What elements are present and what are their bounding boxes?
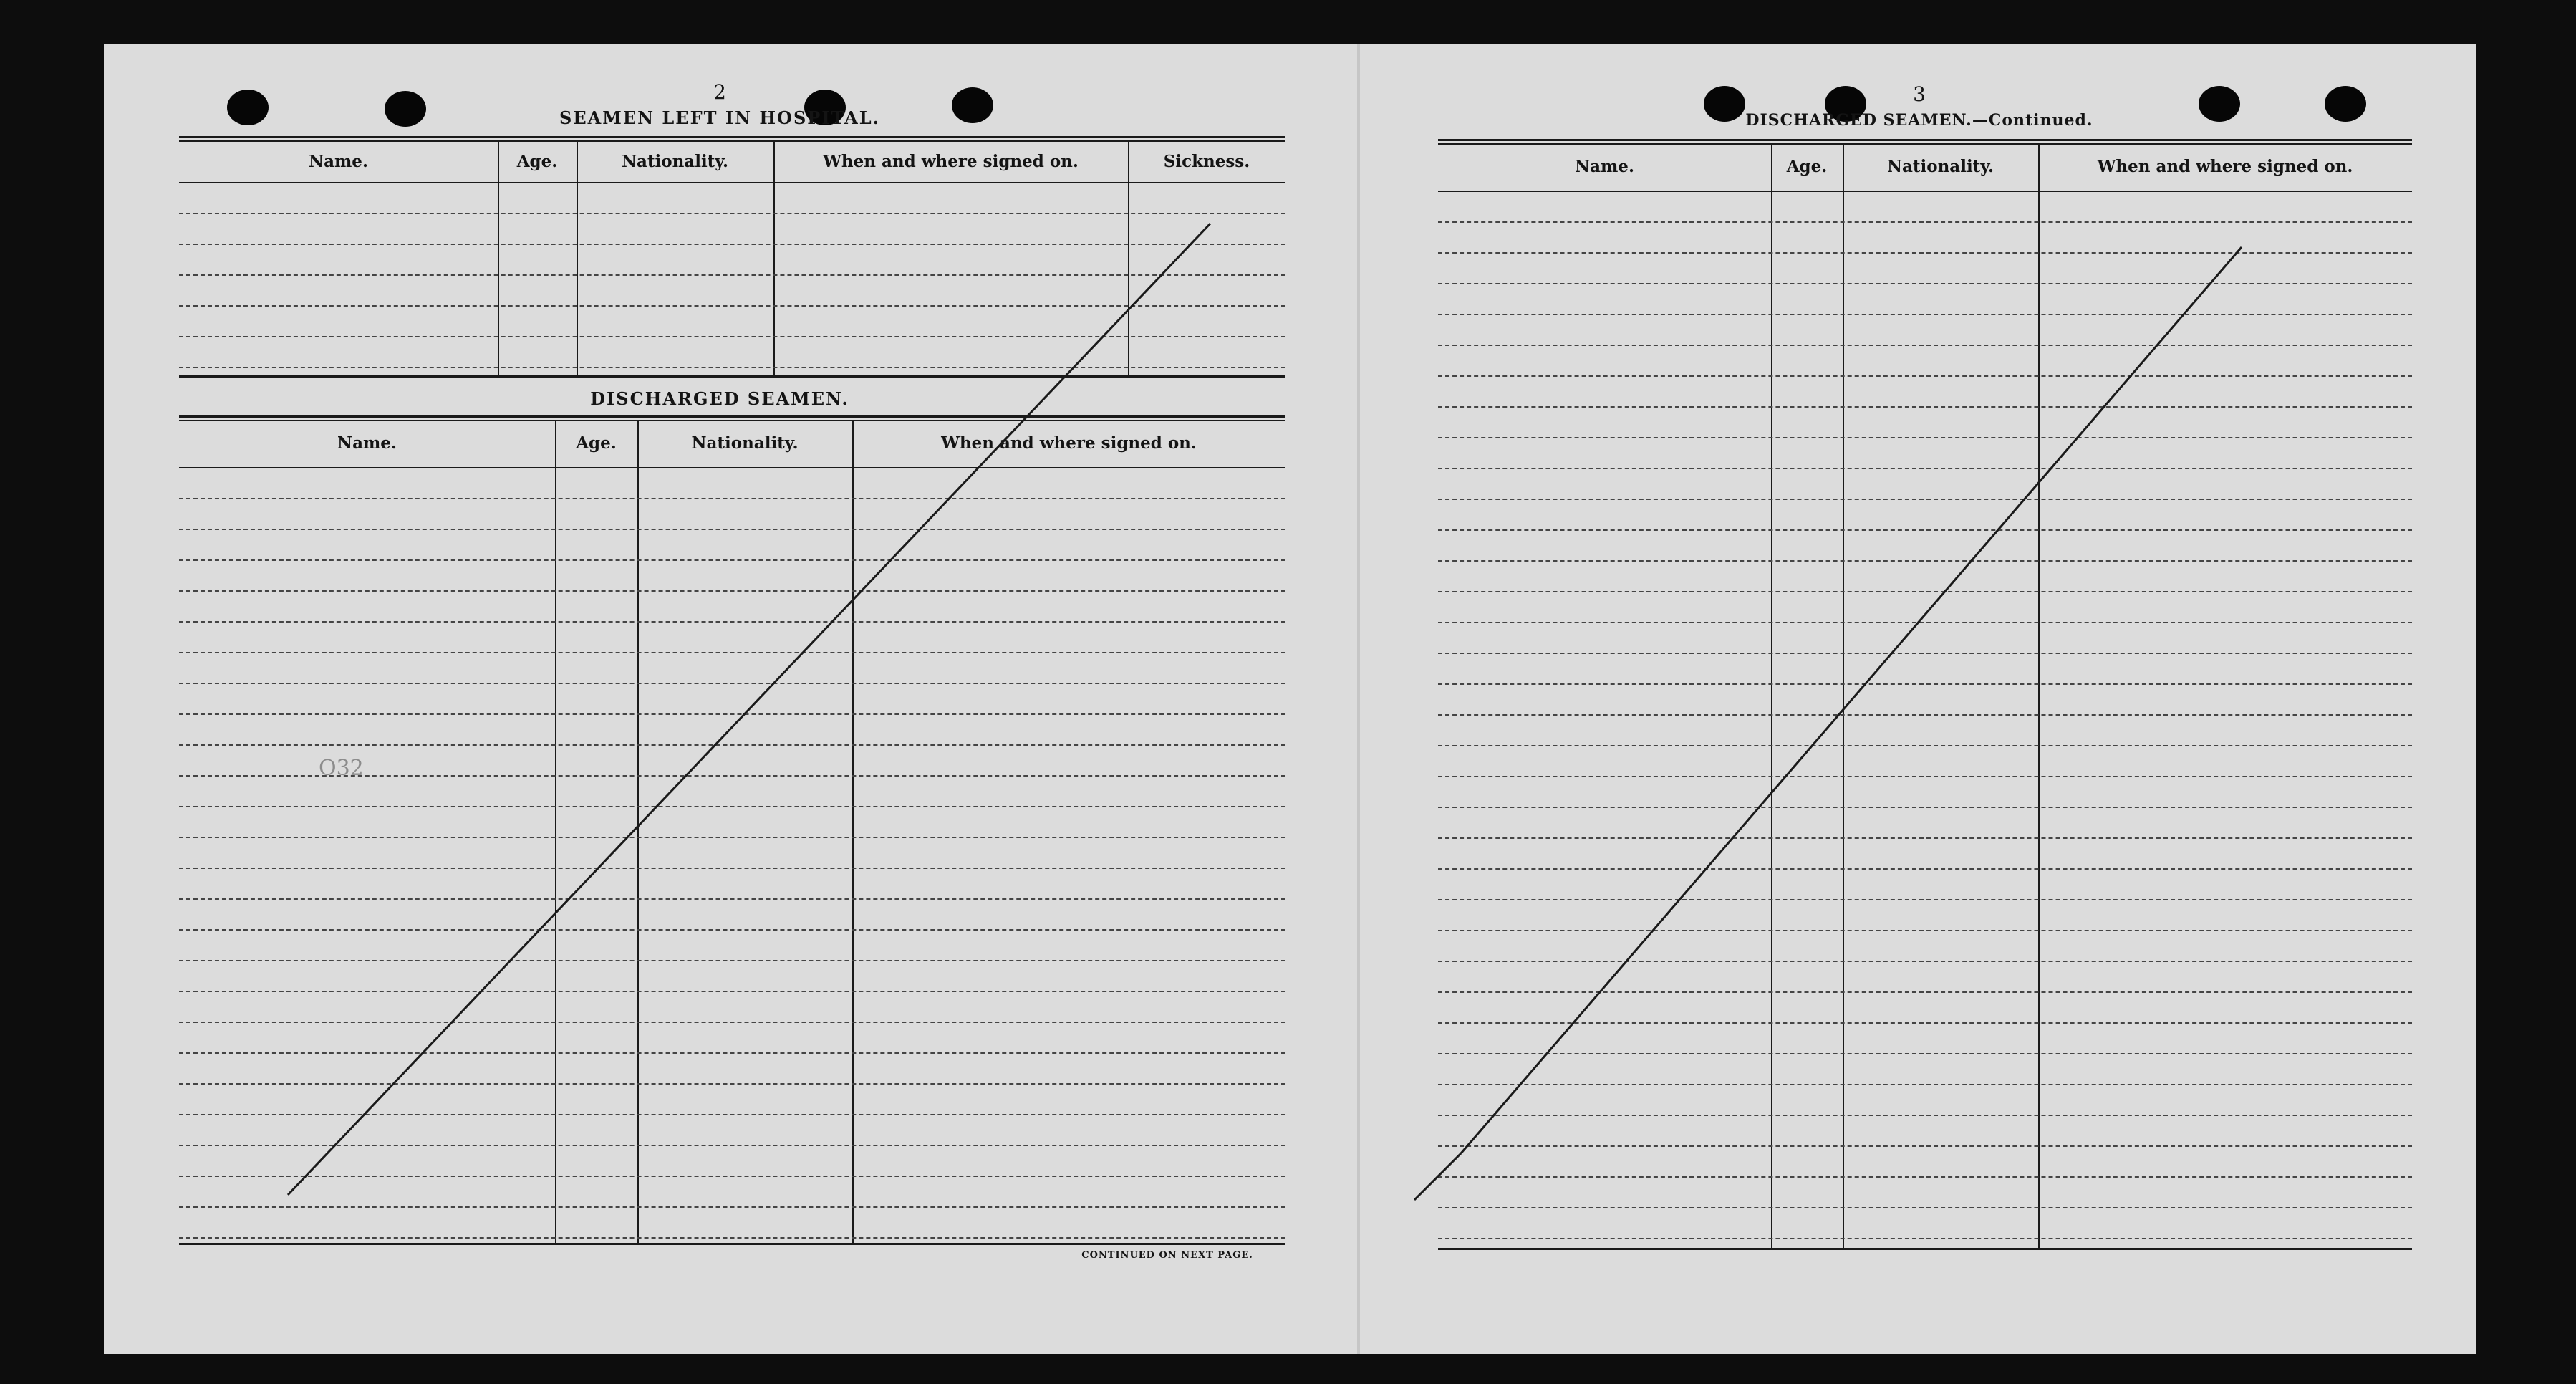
column-header: Sickness.: [1163, 152, 1250, 171]
column-header: Nationality.: [1886, 157, 1994, 176]
column-header: When and where signed on.: [823, 152, 1079, 171]
column-header: Age.: [1786, 157, 1828, 176]
page-number: 2: [713, 80, 726, 104]
section-title-discharged: DISCHARGED SEAMEN.: [590, 388, 849, 409]
column-header: Age.: [516, 152, 558, 171]
column-header: Age.: [576, 433, 617, 453]
column-header: Nationality.: [691, 433, 799, 453]
stray-mark: O32: [319, 756, 364, 781]
column-header: When and where signed on.: [941, 433, 1197, 453]
continued-footer: CONTINUED ON NEXT PAGE.: [1081, 1250, 1253, 1261]
strike-line-right: [1461, 247, 2242, 1153]
page-number: 3: [1913, 82, 1926, 106]
column-header: When and where signed on.: [2097, 157, 2353, 176]
strike-line-right-tail: [1414, 1153, 1461, 1200]
strike-line-left: [288, 224, 1210, 1195]
column-header: Name.: [337, 433, 397, 453]
section-title-hospital: SEAMEN LEFT IN HOSPITAL.: [559, 107, 880, 128]
column-header: Nationality.: [621, 152, 729, 171]
section-title-continued: DISCHARGED SEAMEN.—Continued.: [1745, 111, 2093, 130]
column-header: Name.: [1575, 157, 1634, 176]
column-header: Name.: [309, 152, 368, 171]
